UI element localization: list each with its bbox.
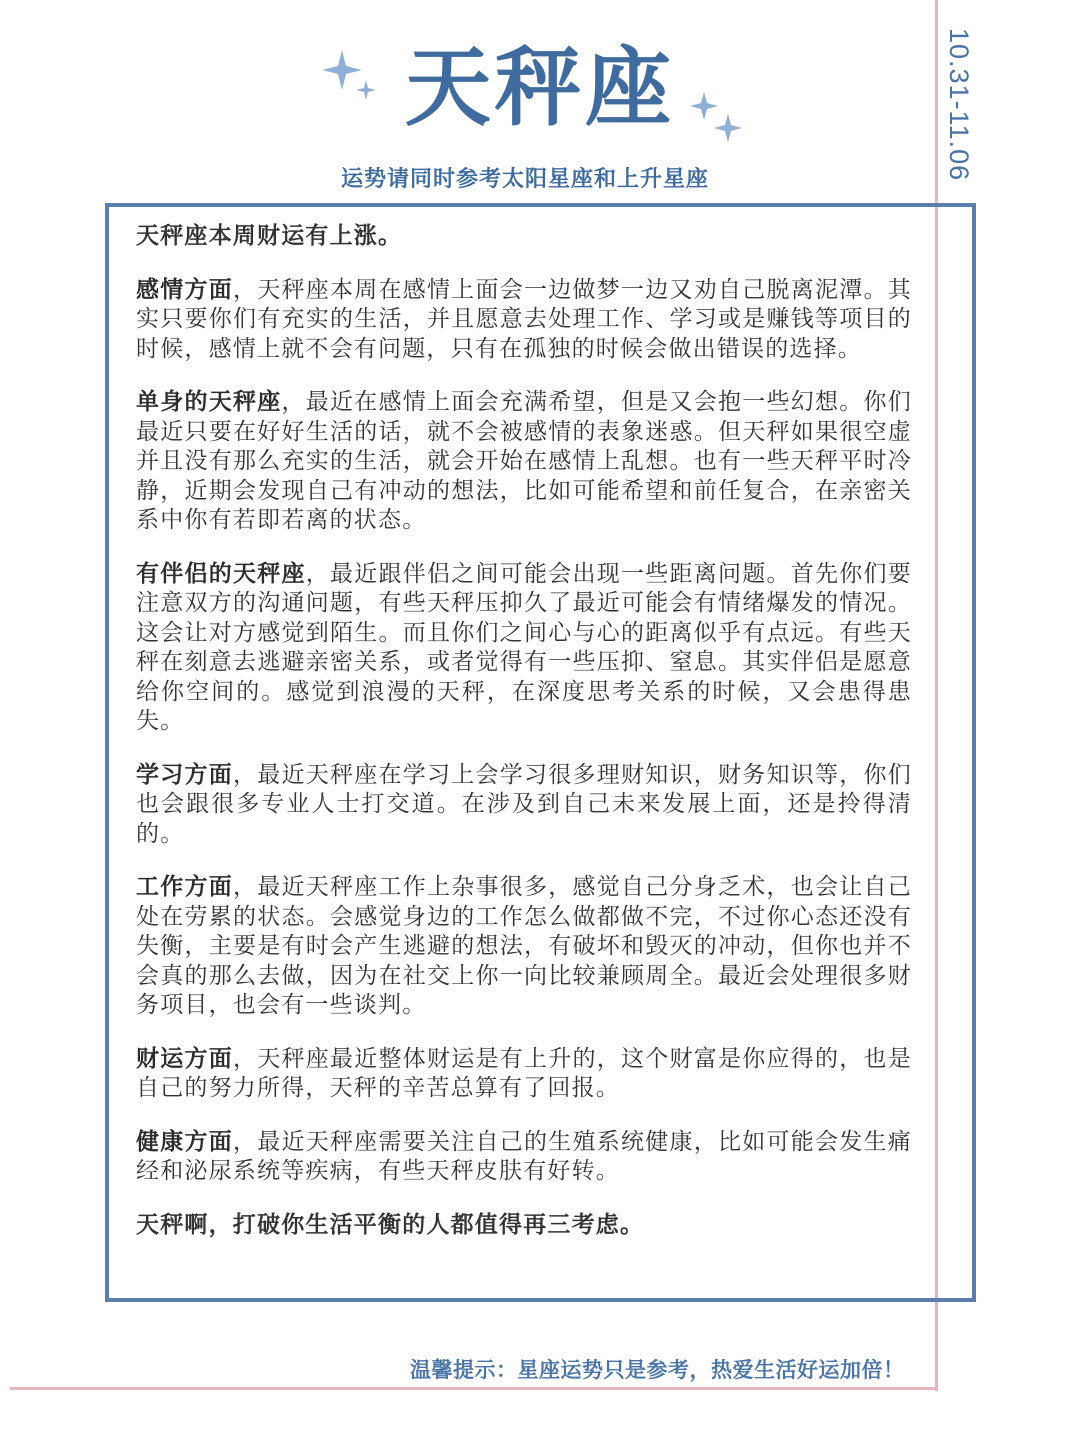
section-work (136, 873, 912, 1021)
section-text: ，天秤座本周在感情上面会一边做梦一边又劝自己脱离泥潭。其实只要你们有充实的生活，并且愿意去处理工作、学习或是赚钱等项目的时候，感情上就不会有问题，只有在孤独的时候会做出错误的选择。 (136, 276, 912, 362)
subtitle: 运势请同时参考太阳星座和上升星座 (340, 167, 709, 192)
section-health (136, 1128, 912, 1187)
page-title: 天秤座 (405, 38, 675, 138)
section-single (136, 388, 912, 536)
section-label: 学习方面 (136, 761, 234, 788)
section-text: ，最近天秤座工作上杂事很多，感觉自己分身乏术，也会让自己处在劳累的状态。会感觉身边的工作怎么做都做不完，不过你心态还没有失衡，主要是有时会产生逃避的想法，有破坏和毁灭的冲动，但你也并不会真的那么去做，因为在社交上你一向比较兼顾周全。最近会处理很多财务项目，也会有一些谈判。 (136, 874, 912, 1018)
section-wealth (136, 1045, 912, 1104)
footer-tip: 温馨提示：星座运势只是参考，热爱生活好运加倍！ (410, 1358, 905, 1382)
section-text: ，最近在感情上面会充满希望，但是又会抱一些幻想。你们最近只要在好好生活的话，就不会被感情的表象迷惑。但天秤如果很空虚并且没有那么充实的生活，就会开始在感情上乱想。也有一些天秤平时冷静，近期会发现自己有冲动的想法，比如可能希望和前任复合，在亲密关系中你有若即若离的状态。 (136, 389, 913, 533)
decorative-horizontal-line (10, 1387, 938, 1390)
horoscope-body (136, 222, 912, 1264)
section-label: 财运方面 (136, 1045, 234, 1072)
section-label: 有伴侣的天秤座 (136, 560, 306, 587)
headline: 天秤座本周财运有上涨。 (136, 223, 403, 249)
section-label: 健康方面 (136, 1128, 234, 1155)
section-label: 感情方面 (136, 276, 234, 303)
section-label: 单身的天秤座 (136, 389, 282, 415)
section-text: ，最近跟伴侣之间可能会出现一些距离问题。首先你们要注意双方的沟通问题，有些天秤压抑久了最近可能会有情绪爆发的情况。这会让对方感觉到陌生。而且你们之间心与心的距离似乎有点远。有些天秤在刻意去逃避亲密关系，或者觉得有一些压抑、窒息。其实伴侣是愿意给你空间的。感觉到浪漫的天秤，在深度思考关系的时候，又会患得患失。 (136, 560, 912, 734)
section-text: ，最近天秤座需要关注自己的生殖系统健康，比如可能会发生痛经和泌尿系统等疾病，有些天秤皮肤有好转。 (136, 1128, 912, 1184)
section-text: ，最近天秤座在学习上会学习很多理财知识，财务知识等，你们也会跟很多专业人士打交道。在涉及到自己未来发展上面，还是拎得清的。 (136, 761, 912, 847)
section-study (136, 761, 912, 850)
section-text: ，天秤座最近整体财运是有上升的，这个财富是你应得的，也是自己的努力所得，天秤的辛苦总算有了回报。 (136, 1045, 912, 1101)
section-label: 工作方面 (136, 874, 234, 900)
section-love (136, 276, 912, 365)
closing-line: 天秤啊，打破你生活平衡的人都值得再三考虑。 (136, 1211, 645, 1238)
section-partnered (136, 560, 912, 737)
date-range-label: 10.31-11.06 (944, 28, 974, 182)
